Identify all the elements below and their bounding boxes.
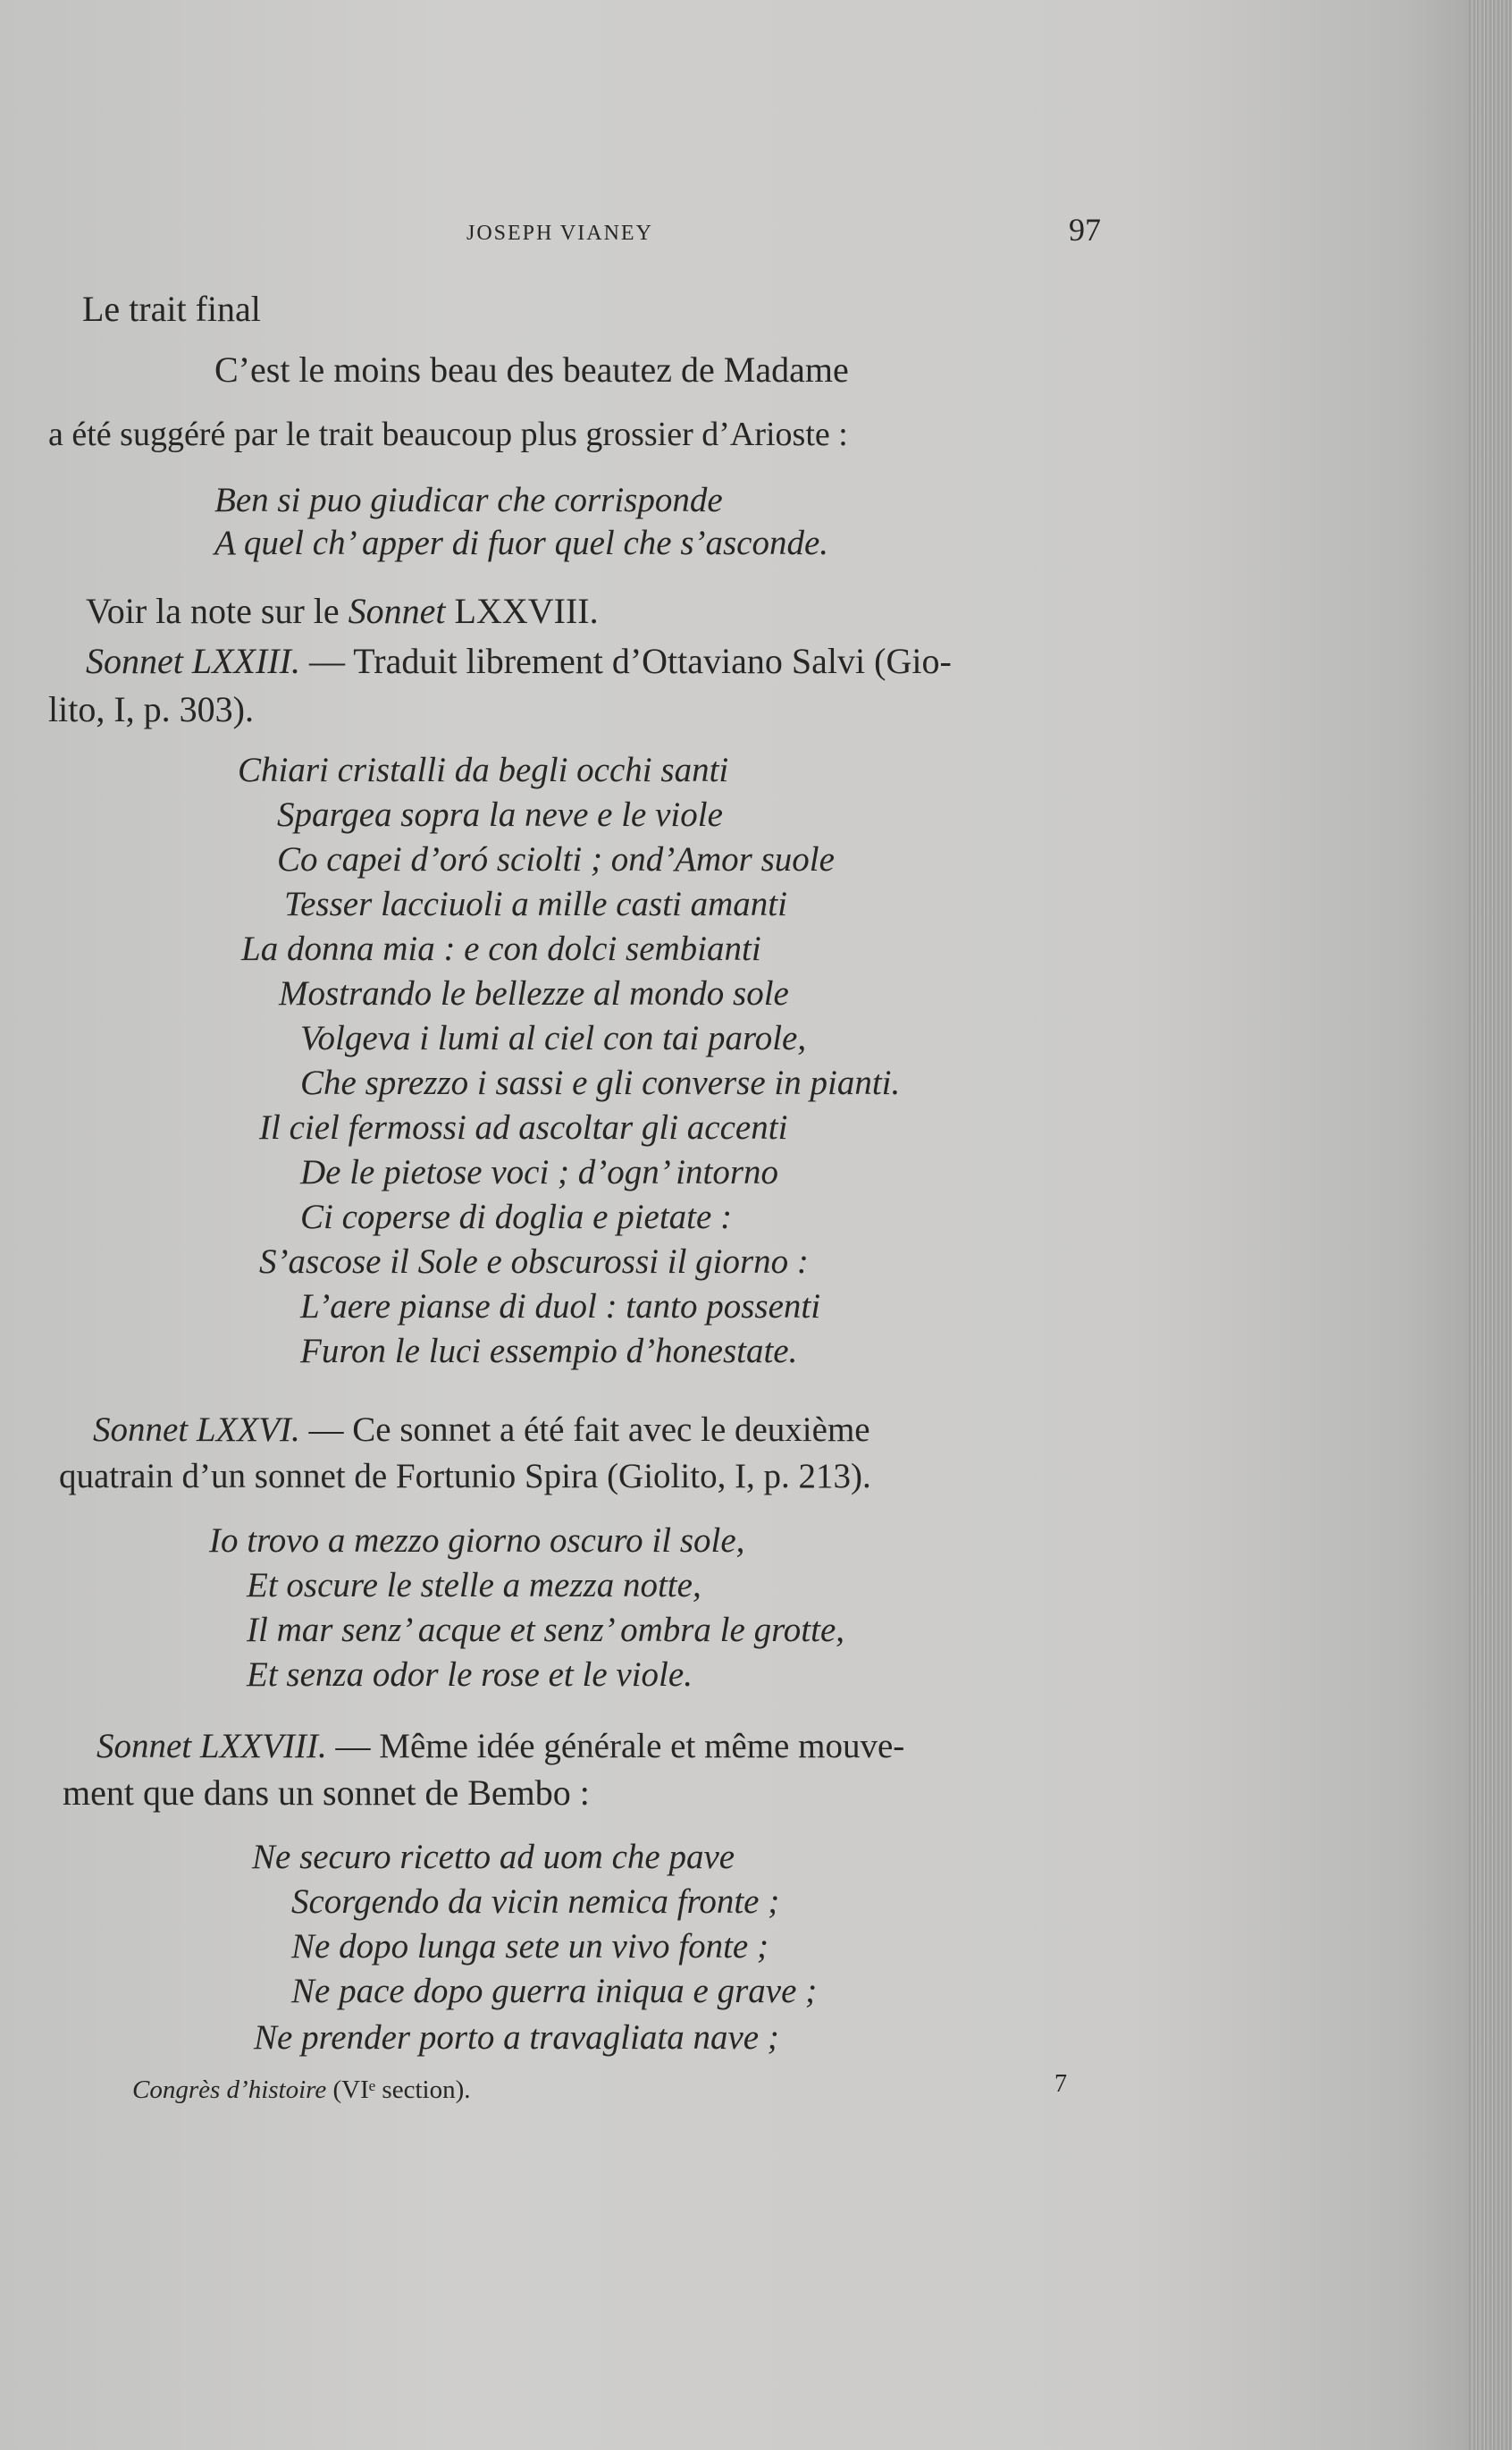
sonnet-heading xyxy=(93,1409,870,1452)
verse-line: Ben si puo giudicar che corrisponde xyxy=(214,481,723,519)
text-roman: — Même idée générale et même mouve- xyxy=(326,1727,905,1765)
footer-source-title: Congrès d’histoire xyxy=(132,2075,327,2104)
verse-line: Et senza odor le rose et le viole. xyxy=(247,1655,693,1694)
verse-line: Che sprezzo i sassi e gli converse in pianti. xyxy=(300,1064,901,1102)
verse-line: Furon le luci essempio d’honestate. xyxy=(300,1332,798,1370)
text-italic: Sonnet xyxy=(348,591,446,631)
verse-line: Et oscure le stelle a mezza notte, xyxy=(247,1566,701,1604)
verse-line: S’ascose il Sole e obscurossi il giorno : xyxy=(259,1242,809,1281)
sonnet-number: Sonnet LXXIII. xyxy=(86,641,300,681)
text-line: lito, I, p. 303). xyxy=(48,689,254,729)
text-line: Le trait final xyxy=(82,289,261,329)
sonnet-heading xyxy=(97,1725,904,1768)
text-line xyxy=(86,590,599,633)
verse-line: Mostrando le bellezze al mondo sole xyxy=(279,974,789,1013)
running-header-author: JOSEPH VIANEY xyxy=(466,222,653,245)
verse-line: Ne dopo lunga sete un vivo fonte ; xyxy=(291,1927,769,1966)
verse-line: L’aere pianse di duol : tanto possenti xyxy=(300,1287,821,1326)
verse-line: Chiari cristalli da begli occhi santi xyxy=(238,751,729,789)
book-spine-shadow xyxy=(1469,0,1512,2450)
verse-line: Spargea sopra la neve e le viole xyxy=(277,796,723,834)
sonnet-heading xyxy=(86,640,952,683)
footer-source-section: (VIᵉ section). xyxy=(326,2075,471,2104)
verse-line: De le pietose voci ; d’ogn’ intorno xyxy=(300,1153,779,1191)
verse-line: Ne pace dopo guerra iniqua e grave ; xyxy=(291,1972,818,2010)
verse-line: Tesser lacciuoli a mille casti amanti xyxy=(284,885,787,923)
verse-line: Il mar senz’ acque et senz’ ombra le grotte, xyxy=(247,1611,845,1649)
verse-line: Ne prender porto a travagliata nave ; xyxy=(254,2018,779,2057)
verse-line: Io trovo a mezzo giorno oscuro il sole, xyxy=(209,1521,745,1560)
page-number: 97 xyxy=(1069,212,1101,248)
text-roman: LXXVIII. xyxy=(445,591,599,631)
text-roman: Voir la note sur le xyxy=(86,591,349,631)
quote-line: C’est le moins beau des beautez de Madame xyxy=(214,349,849,390)
verse-line: Scorgendo da vicin nemica fronte ; xyxy=(291,1882,780,1921)
verse-line: Ne securo ricetto ad uom che pave xyxy=(252,1838,735,1876)
verse-line: Co capei d’oró sciolti ; ond’Amor suole xyxy=(277,840,835,879)
verse-line: Volgeva i lumi al ciel con tai parole, xyxy=(300,1019,807,1057)
sonnet-number: Sonnet LXXVIII. xyxy=(97,1727,327,1765)
text-roman: — Ce sonnet a été fait avec le deuxième xyxy=(299,1410,870,1449)
sonnet-number: Sonnet LXXVI. xyxy=(93,1410,300,1449)
text-line: quatrain d’un sonnet de Fortunio Spira (Giolito, I, p. 213). xyxy=(59,1457,871,1495)
verse-line: Ci coperse di doglia e pietate : xyxy=(300,1198,733,1236)
verse-line: Il ciel fermossi ad ascoltar gli accenti xyxy=(259,1108,788,1147)
verse-line: La donna mia : e con dolci sembianti xyxy=(241,930,761,968)
footer-source xyxy=(132,2075,470,2105)
text-roman: — Traduit librement d’Ottaviano Salvi (Gio- xyxy=(299,641,952,681)
signature-mark: 7 xyxy=(1054,2070,1067,2098)
text-line: a été suggéré par le trait beaucoup plus grossier d’Arioste : xyxy=(48,416,848,453)
text-line: ment que dans un sonnet de Bembo : xyxy=(63,1772,590,1813)
verse-line: A quel ch’ apper di fuor quel che s’asconde. xyxy=(214,524,829,562)
